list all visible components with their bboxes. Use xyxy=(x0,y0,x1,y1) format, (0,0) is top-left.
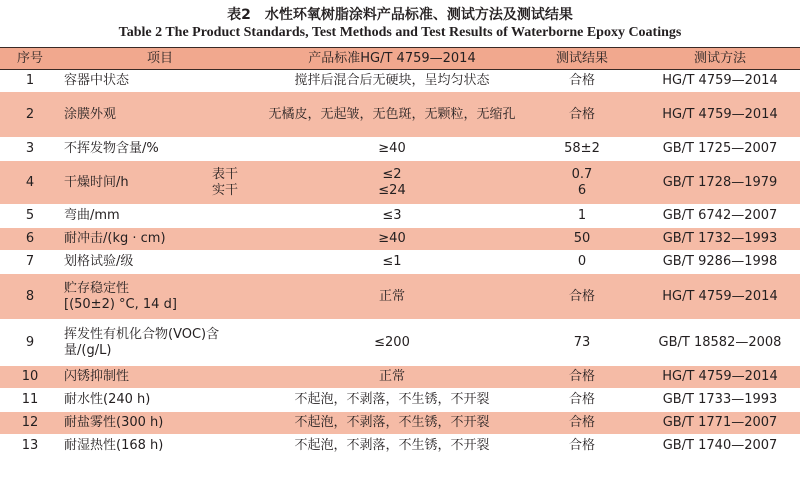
row-result: 73 xyxy=(524,320,640,366)
row-method: GB/T 1733—1993 xyxy=(640,389,800,412)
row-standard: ≤1 xyxy=(260,251,524,274)
row-no: 8 xyxy=(0,274,60,320)
row-method: GB/T 9286—1998 xyxy=(640,251,800,274)
row-item-line: 贮存稳定性 xyxy=(64,280,130,296)
row-method: GB/T 6742—2007 xyxy=(640,205,800,228)
row-no: 9 xyxy=(0,320,60,366)
row-no: 1 xyxy=(0,70,60,92)
row-result: 58±2 xyxy=(524,138,640,161)
row-item xyxy=(60,161,260,205)
table-row xyxy=(0,320,800,366)
header-result: 测试结果 xyxy=(524,48,640,70)
row-method: HG/T 4759—2014 xyxy=(640,366,800,389)
row-item: 涂膜外观 xyxy=(60,92,260,138)
row-no: 2 xyxy=(0,92,60,138)
row-standard: 搅拌后混合后无硬块，呈均匀状态 xyxy=(260,70,524,92)
row-result: 合格 xyxy=(524,412,640,435)
row-result: 1 xyxy=(524,205,640,228)
table-row xyxy=(0,251,800,274)
row-method: GB/T 1725—2007 xyxy=(640,138,800,161)
row-standard: ≥40 xyxy=(260,138,524,161)
row-item-line: 挥发性有机化合物(VOC)含 xyxy=(64,326,220,342)
row-no: 11 xyxy=(0,389,60,412)
row-no: 12 xyxy=(0,412,60,435)
row-result: 合格 xyxy=(524,435,640,458)
row-standard-line: ≤2 xyxy=(382,166,402,182)
table-title-en: Table 2 The Product Standards, Test Methods and Test Results of Waterborne Epoxy Coatings xyxy=(118,25,682,40)
row-result-line: 0.7 xyxy=(571,166,593,182)
row-standard: ≤3 xyxy=(260,205,524,228)
row-standard: ≥40 xyxy=(260,228,524,251)
row-standard: 正常 xyxy=(260,366,524,389)
row-method: GB/T 1732—1993 xyxy=(640,228,800,251)
row-result: 50 xyxy=(524,228,640,251)
row-no: 6 xyxy=(0,228,60,251)
row-method: GB/T 1771—2007 xyxy=(640,412,800,435)
table-row xyxy=(0,435,800,458)
table-header-row xyxy=(0,48,800,70)
row-item: 不挥发物含量/% xyxy=(60,138,260,161)
row-standard: 不起泡，不剥落，不生锈，不开裂 xyxy=(260,435,524,458)
row-standard: 不起泡，不剥落，不生锈，不开裂 xyxy=(260,412,524,435)
row-standard xyxy=(260,161,524,205)
row-item xyxy=(60,274,260,320)
table-title-zh: 表2 水性环氧树脂涂料产品标准、测试方法及测试结果 xyxy=(227,7,573,23)
row-no: 7 xyxy=(0,251,60,274)
table-row xyxy=(0,161,800,205)
table-row xyxy=(0,274,800,320)
row-item: 耐水性(240 h) xyxy=(60,389,260,412)
row-item: 耐盐雾性(300 h) xyxy=(60,412,260,435)
row-method: GB/T 1740—2007 xyxy=(640,435,800,458)
results-table xyxy=(0,47,800,458)
row-no: 4 xyxy=(0,161,60,205)
table-row xyxy=(0,389,800,412)
row-item: 耐冲击/(kg · cm) xyxy=(60,228,260,251)
row-result: 合格 xyxy=(524,70,640,92)
row-item: 弯曲/mm xyxy=(60,205,260,228)
row-result: 合格 xyxy=(524,366,640,389)
row-item-line: [(50±2) °C, 14 d] xyxy=(64,296,177,312)
row-result-line: 6 xyxy=(577,182,587,198)
table-row xyxy=(0,138,800,161)
row-item: 容器中状态 xyxy=(60,70,260,92)
row-result: 合格 xyxy=(524,389,640,412)
row-method: HG/T 4759—2014 xyxy=(640,92,800,138)
row-no: 13 xyxy=(0,435,60,458)
header-standard: 产品标准HG/T 4759—2014 xyxy=(260,48,524,70)
row-method: HG/T 4759—2014 xyxy=(640,274,800,320)
header-method: 测试方法 xyxy=(640,48,800,70)
row-method: GB/T 18582—2008 xyxy=(640,320,800,366)
row-result: 合格 xyxy=(524,274,640,320)
row-no: 10 xyxy=(0,366,60,389)
row-standard: ≤200 xyxy=(260,320,524,366)
table-row xyxy=(0,228,800,251)
row-result: 合格 xyxy=(524,92,640,138)
row-result xyxy=(524,161,640,205)
row-result: 0 xyxy=(524,251,640,274)
row-item: 闪锈抑制性 xyxy=(60,366,260,389)
row-method: HG/T 4759—2014 xyxy=(640,70,800,92)
table-row xyxy=(0,366,800,389)
row-standard: 不起泡，不剥落，不生锈，不开裂 xyxy=(260,389,524,412)
table-row xyxy=(0,412,800,435)
row-item: 划格试验/级 xyxy=(60,251,260,274)
header-item: 项目 xyxy=(60,48,260,70)
row-item: 耐湿热性(168 h) xyxy=(60,435,260,458)
row-method: GB/T 1728—1979 xyxy=(640,161,800,205)
row-item xyxy=(60,320,260,366)
header-no: 序号 xyxy=(0,48,60,70)
row-no: 3 xyxy=(0,138,60,161)
row-standard: 正常 xyxy=(260,274,524,320)
row-sub-label: 表干 xyxy=(211,166,238,182)
row-sub-label: 实干 xyxy=(211,182,238,198)
row-no: 5 xyxy=(0,205,60,228)
table-row xyxy=(0,205,800,228)
row-item-line: 量/(g/L) xyxy=(64,342,112,358)
row-standard: 无橘皮，无起皱，无色斑，无颗粒，无缩孔 xyxy=(260,92,524,138)
row-item-label: 干燥时间/h xyxy=(64,174,129,190)
table-row xyxy=(0,70,800,92)
table-row xyxy=(0,92,800,138)
row-standard-line: ≤24 xyxy=(378,182,406,198)
